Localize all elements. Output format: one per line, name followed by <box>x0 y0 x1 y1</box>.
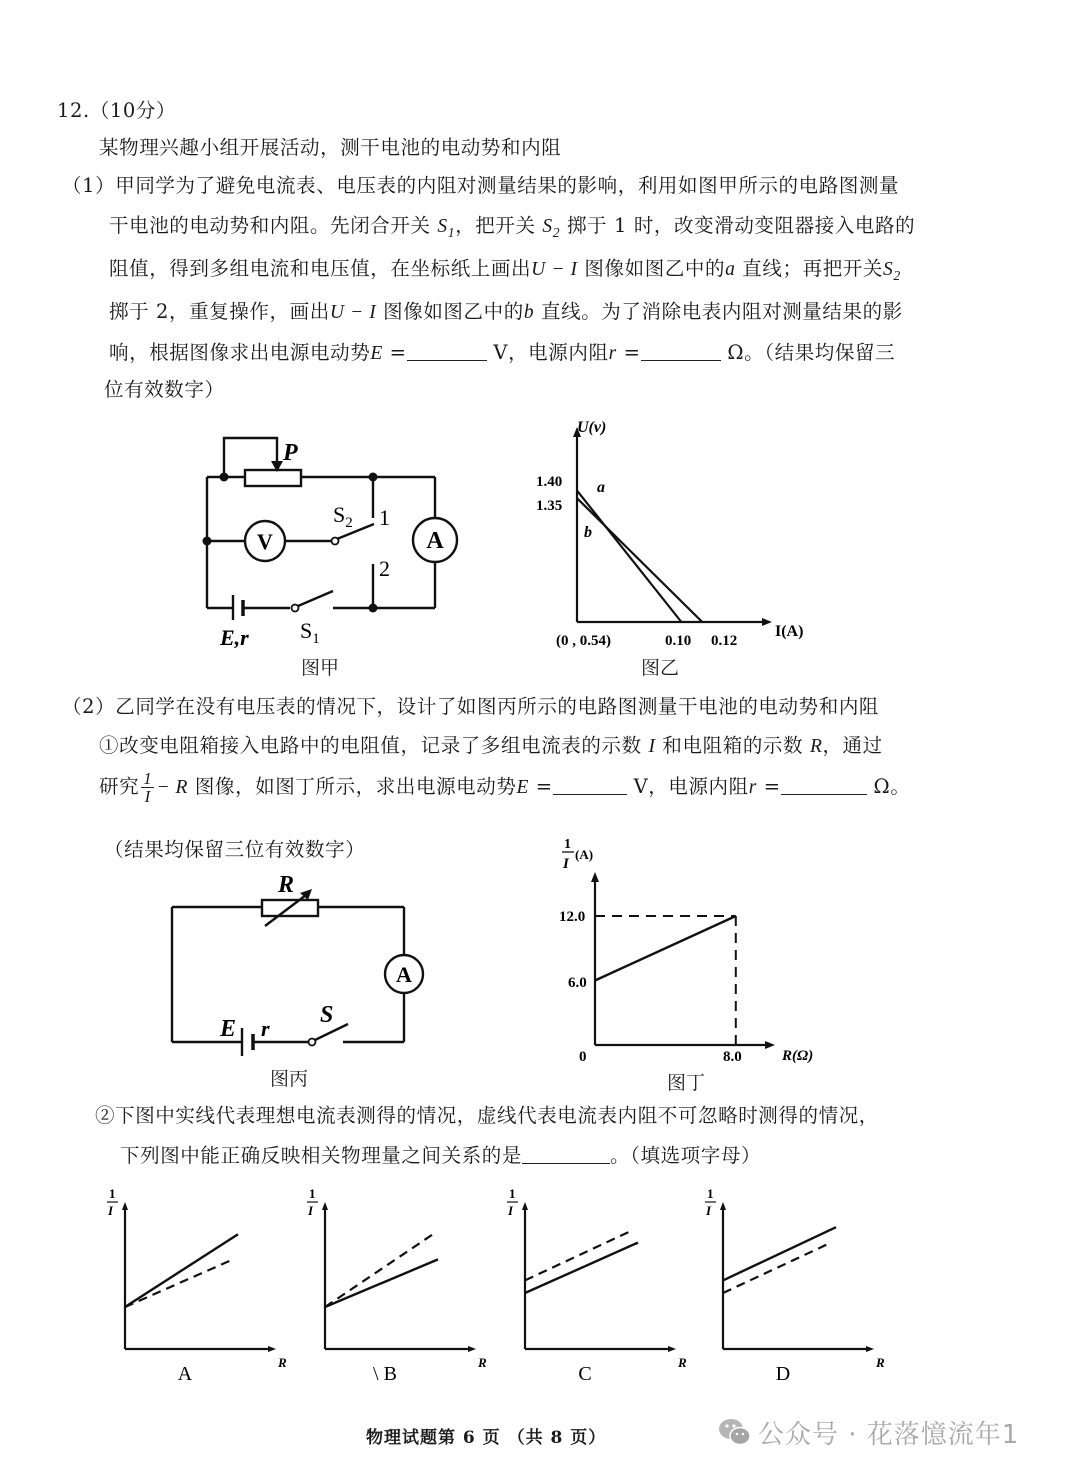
option-label: \ B <box>373 1363 397 1385</box>
part2-note: （结果均保留三位有效数字） <box>104 838 366 861</box>
part1-line3: 阻值，得到多组电流和电压值，在坐标纸上画出U − I 图像如图乙中的a 直线；再把开关$S_2$ <box>109 257 901 283</box>
solid-line <box>125 1234 238 1307</box>
part2-sub1-line1: ①改变电阻箱接入电路中的电阻值，记录了多组电流表的示数 I 和电阻箱的示数 R，通过 <box>99 734 883 757</box>
answer-blank-r1[interactable] <box>641 341 721 362</box>
part2-sub2-line1: ②下图中实线代表理想电流表测得的情况，虚线代表电流表内阻不可忽略时测得的情况， <box>95 1104 879 1127</box>
question-points: （10分） <box>89 99 177 122</box>
label-2: 2 <box>379 556 390 581</box>
y-label-numerator: 1 <box>109 1186 116 1201</box>
x-axis-arrow-icon <box>668 1346 676 1352</box>
series-line-b <box>577 498 702 622</box>
y-label-unit: (A) <box>575 847 594 862</box>
question-intro: 某物理兴趣小组开展活动，测干电池的电动势和内阻 <box>99 136 562 159</box>
page-footer: 物理试题第 6 页 （共 8 页） <box>366 1428 607 1448</box>
y-tick-1.35: 1.35 <box>536 498 563 514</box>
label-A: A <box>426 528 444 554</box>
x-axis-arrow-icon <box>268 1346 276 1352</box>
label-S: S <box>320 1002 334 1028</box>
y-axis-arrow-icon <box>720 1202 726 1210</box>
x-axis-label: R(Ω) <box>782 1048 814 1064</box>
figure-ding-chart <box>545 830 835 1070</box>
dashed-line <box>325 1234 433 1307</box>
slider-wire <box>224 438 277 473</box>
answer-blank-choice[interactable] <box>522 1144 610 1165</box>
label-r: r <box>261 1016 270 1041</box>
label-S2: $S_2$ <box>333 502 353 531</box>
y-label-denominator: I <box>508 1203 514 1218</box>
option-label: C <box>578 1363 592 1385</box>
y-axis-arrow-icon <box>522 1202 528 1210</box>
label-Er: E,r <box>220 625 249 650</box>
part1-line1: （1）甲同学为了避免电流表、电压表的内阻对测量结果的影响，利用如图甲所示的电路图测量 <box>62 174 900 197</box>
answer-blank-r2[interactable] <box>781 775 867 796</box>
fraction-1-over-I: $\frac{1}{I}$ <box>143 769 153 806</box>
x-tick-0.12: 0.12 <box>711 633 738 649</box>
x-axis-label: R <box>876 1355 885 1370</box>
part1-line4: 掷于 2，重复操作，画出U − I 图像如图乙中的b 直线。为了消除电表内阻对测量结果的影 <box>109 300 903 323</box>
part2-line1: （2）乙同学在没有电压表的情况下，设计了如图丙所示的电路图测量干电池的电动势和内阻 <box>62 695 880 718</box>
option-label: D <box>775 1363 791 1385</box>
option-graph-A[interactable] <box>95 1180 295 1390</box>
line-label-a: a <box>597 479 605 496</box>
figure-yi-chart <box>520 415 820 655</box>
question-header <box>57 95 176 123</box>
option-graph-B[interactable] <box>295 1180 495 1390</box>
label-V: V <box>257 529 273 554</box>
x-axis-label: R <box>478 1355 487 1370</box>
switch-s1-blade <box>298 591 333 606</box>
rheostat-icon <box>245 470 301 486</box>
caption-yi: 图乙 <box>641 657 680 679</box>
x-axis-arrow-icon <box>762 618 772 626</box>
caption-ding: 图丁 <box>667 1072 706 1094</box>
label-S1: $S_1$ <box>300 618 320 647</box>
part2-sub2-line2: 下列图中能正确反映相关物理量之间关系的是 。（填选项字母） <box>120 1144 762 1167</box>
x-axis-arrow-icon <box>765 1041 775 1049</box>
origin-label: (0 , 0.54) <box>556 633 611 649</box>
x-axis-arrow-icon <box>866 1346 874 1352</box>
part1-line2: 干电池的电动势和内阻。先闭合开关 $S_1$，把开关 $S_2$ 掷于 1 时，改变滑动变阻器接入电路的 <box>109 214 916 240</box>
y-tick-6.0: 6.0 <box>568 975 587 991</box>
y-label-numerator: 1 <box>564 837 571 852</box>
y-axis-arrow-icon <box>122 1202 128 1210</box>
line-label-b: b <box>584 524 592 541</box>
solid-line <box>525 1243 638 1293</box>
wechat-icon <box>718 1417 752 1447</box>
option-graph-D[interactable] <box>693 1180 893 1390</box>
solid-line <box>325 1259 438 1307</box>
solid-line <box>723 1227 836 1280</box>
series-line <box>595 916 736 981</box>
label-1: 1 <box>379 505 390 530</box>
y-axis-label: U(v) <box>577 419 607 436</box>
dashed-line <box>125 1259 233 1307</box>
answer-blank-E1[interactable] <box>407 341 487 362</box>
label-E: E <box>220 1016 237 1042</box>
x-axis-arrow-icon <box>468 1346 476 1352</box>
y-axis-arrow-icon <box>591 872 599 882</box>
part1-line6: 位有效数字） <box>104 378 225 401</box>
y-label-denominator: I <box>706 1203 712 1218</box>
part2-sub1-line2: 研究 $\frac{1}{I}$ − R 图像，如图丁所示，求出电源电动势E = V，电源内阻r = Ω。 <box>99 769 911 806</box>
y-label-numerator: 1 <box>509 1186 516 1201</box>
caption-jia: 图甲 <box>301 657 340 679</box>
dashed-line <box>525 1230 633 1280</box>
label-R: R <box>278 872 295 898</box>
figure-jia-circuit <box>190 425 470 655</box>
y-axis-arrow-icon <box>322 1202 328 1210</box>
watermark: 公众号 · 花落憶流年1 <box>718 1414 1019 1451</box>
question-number: 12. <box>57 99 90 122</box>
answer-blank-E2[interactable] <box>553 775 627 796</box>
part2-label: （2） <box>62 695 116 718</box>
option-graph-C[interactable] <box>495 1180 695 1390</box>
y-tick-12.0: 12.0 <box>559 909 586 925</box>
y-label-numerator: 1 <box>309 1186 316 1201</box>
option-label: A <box>177 1363 193 1385</box>
caption-bing: 图丙 <box>270 1068 309 1090</box>
y-label-denominator: I <box>563 856 569 872</box>
x-tick-8.0: 8.0 <box>723 1049 742 1065</box>
label-A: A <box>396 962 412 987</box>
x-axis-label: R <box>678 1355 687 1370</box>
figure-bing-circuit <box>150 860 430 1060</box>
x-axis-label: R <box>278 1355 287 1370</box>
y-label-denominator: I <box>108 1203 114 1218</box>
y-label-denominator: I <box>308 1203 314 1218</box>
part1-line5: 响，根据图像求出电源电动势E = V，电源内阻r = Ω。（结果均保留三 <box>109 341 896 364</box>
y-label-numerator: 1 <box>707 1186 714 1201</box>
series-line-a <box>577 491 681 622</box>
origin-label: 0 <box>579 1049 587 1065</box>
dashed-line <box>723 1243 831 1293</box>
part1-label: （1） <box>62 174 116 197</box>
x-axis-label: I(A) <box>775 623 804 640</box>
y-tick-1.40: 1.40 <box>536 474 563 490</box>
x-tick-0.10: 0.10 <box>665 633 692 649</box>
label-P: P <box>283 440 298 466</box>
